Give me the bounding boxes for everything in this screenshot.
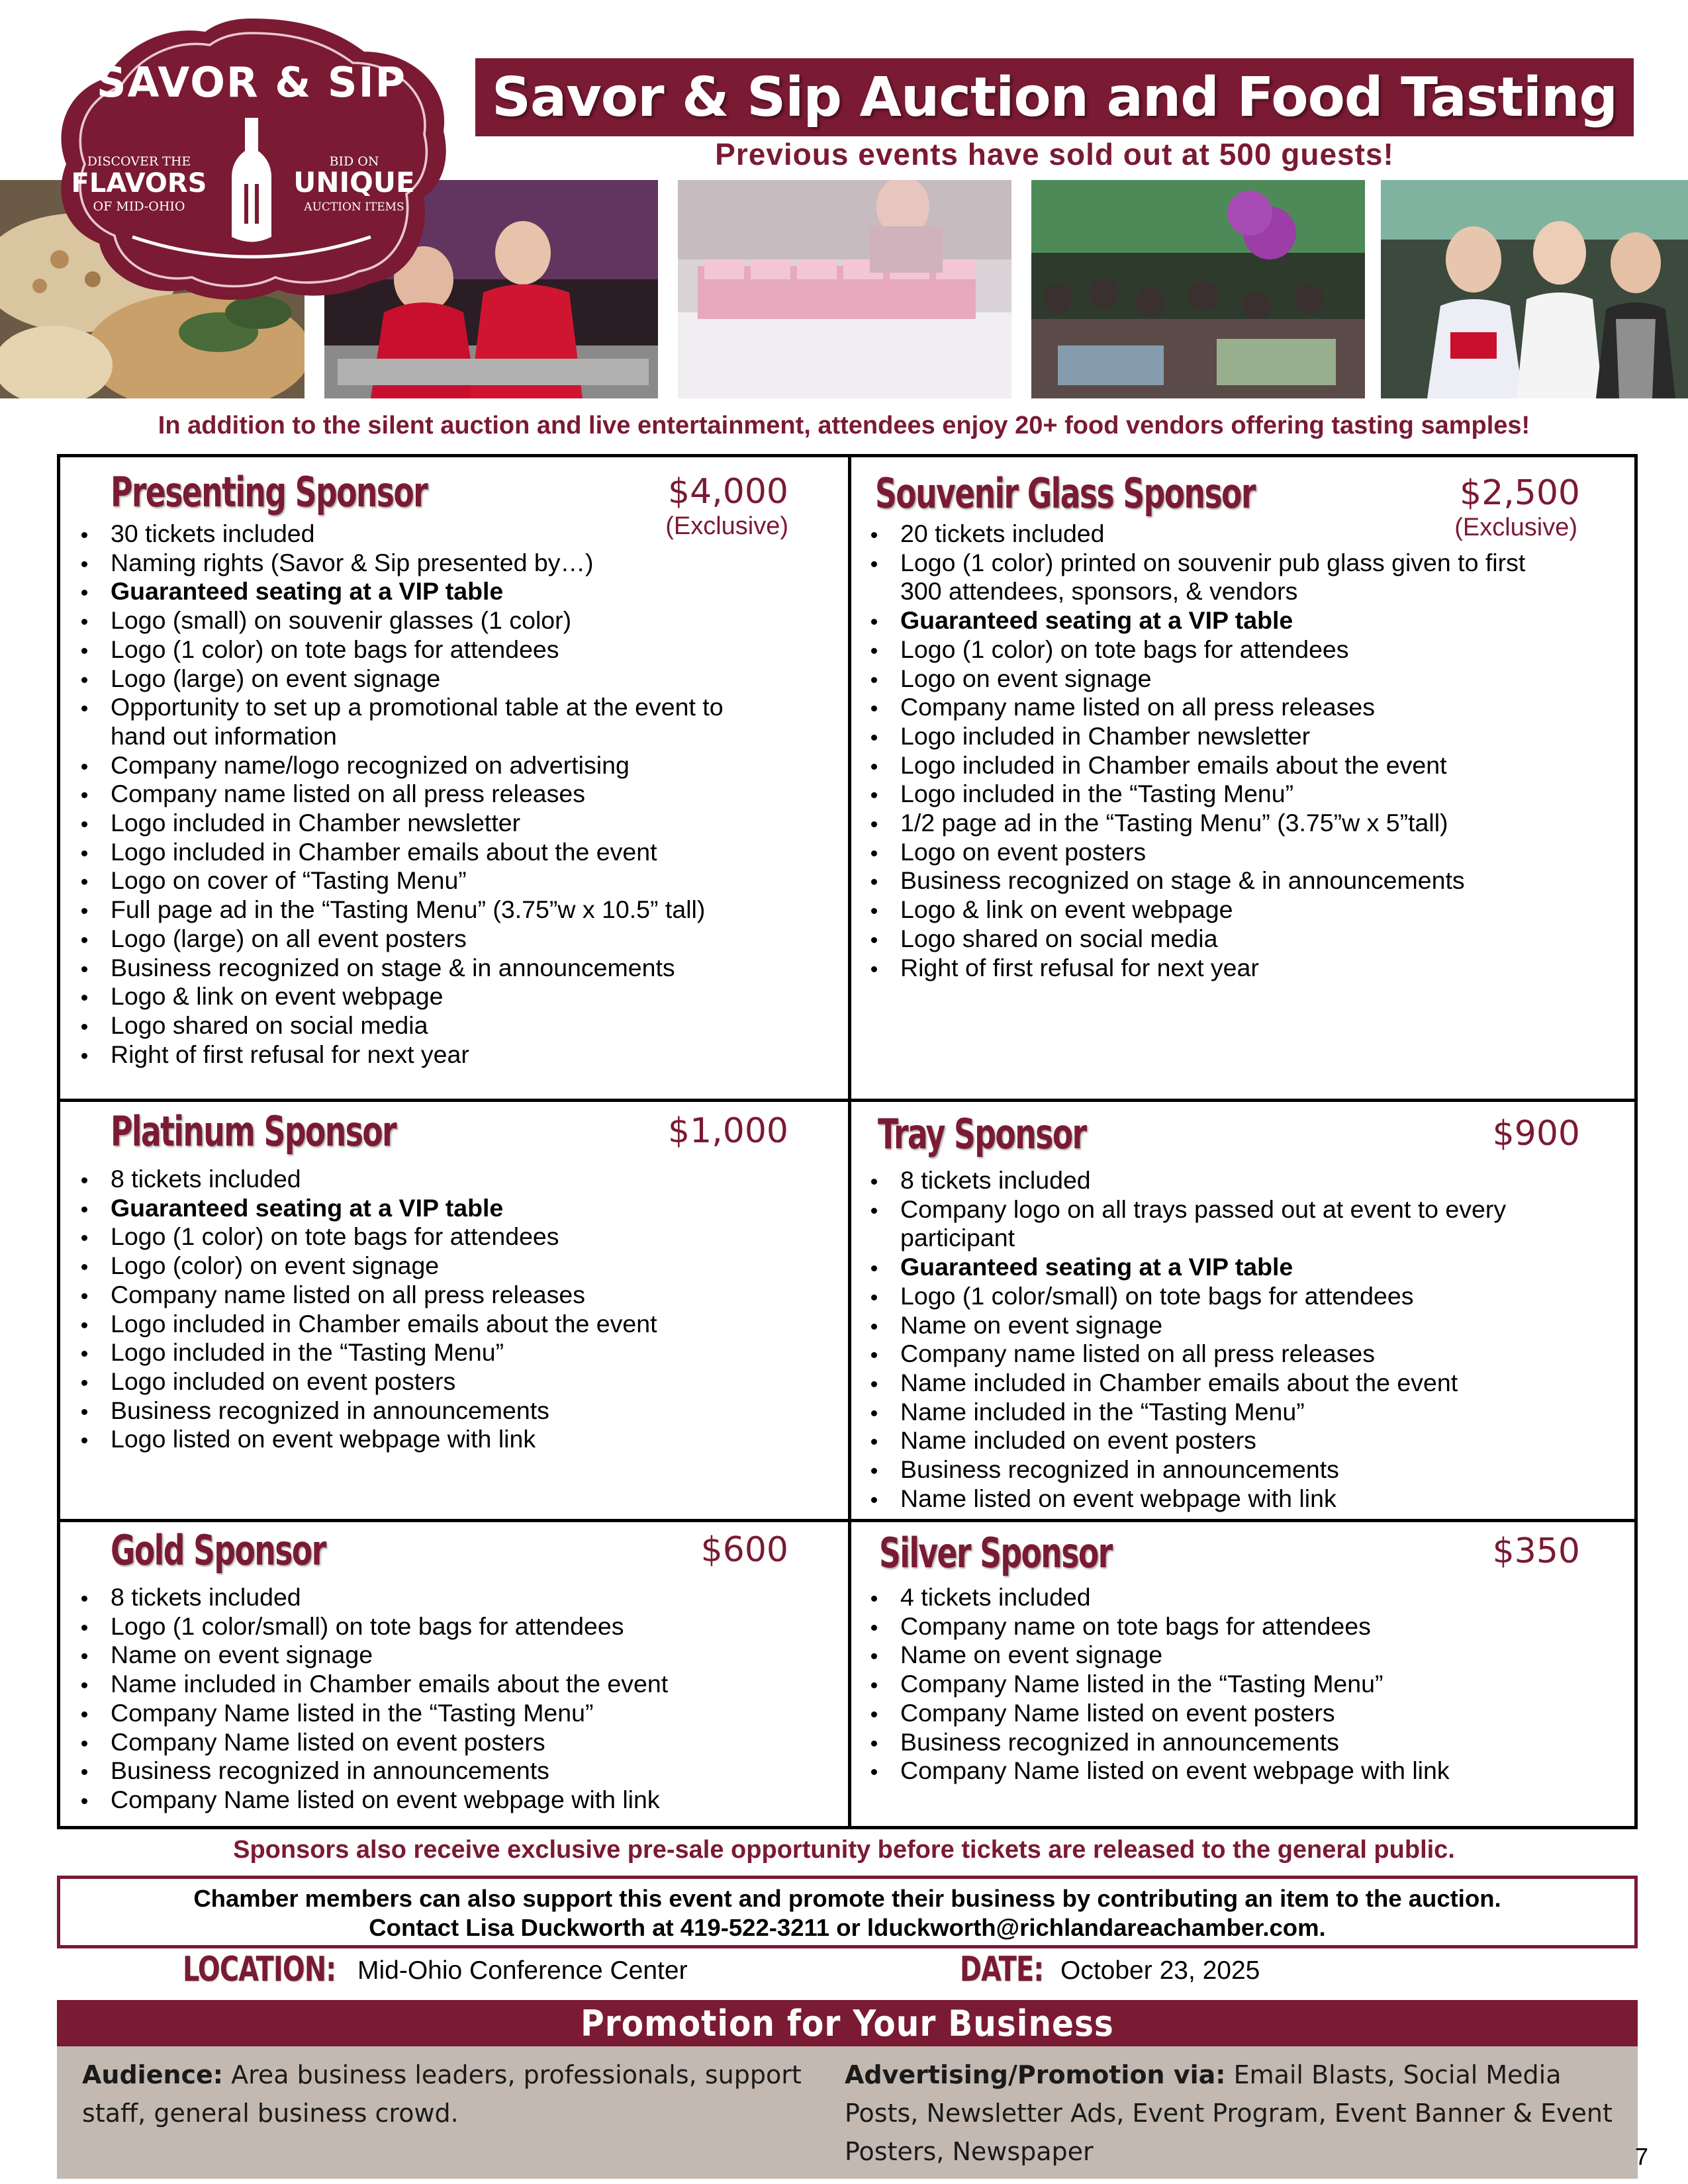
sponsor-name: Gold Sponsor	[111, 1526, 326, 1574]
contribute-line-1: Chamber members can also support this event and promote their business by contributing an item to the auction.	[193, 1885, 1501, 1912]
audience-text: Area business leaders, professionals, support staff, general business crowd.	[82, 2060, 802, 2128]
savor-sip-logo	[53, 19, 450, 303]
sponsor-name: Platinum Sponsor	[111, 1107, 396, 1156]
contribute-line-2: Contact Lisa Duckworth at 419-522-3211 or lduckworth@richlandareachamber.com.	[369, 1914, 1326, 1941]
benefit-item: Company Name listed in the “Tasting Menu”	[858, 1670, 1450, 1699]
benefit-item: Logo on event posters	[858, 838, 1525, 867]
benefit-item: Company name listed on all press releases	[68, 780, 724, 809]
sponsor-price: $900	[1492, 1114, 1580, 1154]
benefit-item: Logo (small) on souvenir glasses (1 color)	[68, 606, 724, 635]
benefit-item: Naming rights (Savor & Sip presented by…)	[68, 549, 724, 578]
benefit-item: Logo on cover of “Tasting Menu”	[68, 866, 724, 895]
benefit-item: 8 tickets included	[858, 1166, 1506, 1195]
benefit-item: Guaranteed seating at a VIP table	[858, 1253, 1506, 1282]
benefit-item: Logo included in the “Tasting Menu”	[68, 1338, 657, 1367]
benefit-item: Guaranteed seating at a VIP table	[68, 577, 724, 606]
benefit-item: Logo (color) on event signage	[68, 1251, 657, 1281]
souvenir-glass-sponsor-cell	[851, 457, 1634, 1099]
benefit-item: Name included in the “Tasting Menu”	[858, 1398, 1506, 1427]
benefit-item: Company Name listed on event posters	[858, 1699, 1450, 1728]
benefit-item: Name included in Chamber emails about the event	[858, 1369, 1506, 1398]
svg-text:AUCTION ITEMS: AUCTION ITEMS	[304, 201, 404, 214]
title-banner	[475, 58, 1634, 136]
audience-label: Audience:	[82, 2060, 224, 2089]
benefit-item: Right of first refusal for next year	[68, 1040, 724, 1069]
benefit-item: Company name listed on all press releases	[858, 693, 1525, 722]
tray-sponsor-cell	[851, 1102, 1634, 1519]
intro-text: In addition to the silent auction and live entertainment, attendees enjoy 20+ food vendors offering tasting samples!	[158, 412, 1530, 439]
sponsor-price: $1,000	[668, 1111, 788, 1151]
benefit-item: Opportunity to set up a promotional table at the event to	[68, 693, 724, 722]
benefit-item: 30 tickets included	[68, 520, 724, 549]
page-number: 7	[1635, 2143, 1649, 2170]
sponsor-name: Souvenir Glass Sponsor	[875, 469, 1255, 518]
benefit-item: Logo & link on event webpage	[858, 895, 1525, 925]
benefit-item: Logo included in Chamber emails about the event	[68, 838, 724, 867]
benefit-item: Logo included in Chamber newsletter	[858, 722, 1525, 751]
benefit-item: Logo included in Chamber emails about the event	[858, 751, 1525, 780]
contribute-box	[57, 1876, 1638, 1948]
benefit-item: 8 tickets included	[68, 1165, 657, 1194]
benefit-item: participant	[900, 1224, 1015, 1252]
benefit-item: hand out information	[111, 721, 337, 750]
sponsor-name: Presenting Sponsor	[111, 468, 428, 516]
sponsor-price: $4,000	[668, 472, 788, 512]
souvenir-benefits-list	[858, 520, 1525, 982]
presenting-benefits-list	[68, 520, 724, 1069]
sponsor-name: Tray Sponsor	[878, 1110, 1086, 1158]
benefit-item: Logo (1 color) on tote bags for attendees	[68, 635, 724, 664]
benefit-item: Company Name listed in the “Tasting Menu”	[68, 1699, 668, 1728]
benefit-item: 4 tickets included	[858, 1583, 1450, 1612]
benefit-item: Logo (1 color) on tote bags for attendees	[858, 635, 1525, 664]
svg-text:FLAVORS: FLAVORS	[71, 168, 207, 199]
benefit-item: Company Name listed on event webpage with link	[858, 1756, 1450, 1786]
location-label: LOCATION:	[183, 1950, 336, 1989]
sponsor-exclusive-note: (Exclusive)	[1454, 514, 1577, 541]
benefit-item: Logo (1 color) on tote bags for attendees	[68, 1222, 657, 1251]
benefit-item: Business recognized in announcements	[68, 1396, 657, 1426]
sponsor-price: $600	[700, 1530, 788, 1570]
benefit-item: 8 tickets included	[68, 1583, 668, 1612]
sponsor-price: $2,500	[1460, 473, 1580, 513]
svg-text:BID ON: BID ON	[329, 154, 379, 169]
benefit-item: Company Name listed on event posters	[68, 1728, 668, 1757]
page-subtitle: Previous events have sold out at 500 guests!	[715, 137, 1394, 171]
benefit-item: Company name on tote bags for attendees	[858, 1612, 1450, 1641]
benefit-item: Company Name listed on event webpage with link	[68, 1786, 668, 1815]
benefit-item: Logo (1 color) printed on souvenir pub glass given to first	[858, 549, 1525, 578]
guests-group-photo	[1381, 180, 1688, 398]
benefit-item: Name on event signage	[68, 1641, 668, 1670]
benefit-item: 300 attendees, sponsors, & vendors	[900, 577, 1298, 606]
benefit-item: Name on event signage	[858, 1311, 1506, 1340]
benefit-item: Name on event signage	[858, 1641, 1450, 1670]
benefit-item: Logo (1 color/small) on tote bags for attendees	[858, 1282, 1506, 1311]
benefit-item: Name included on event posters	[858, 1426, 1506, 1455]
benefit-item: Business recognized in announcements	[858, 1728, 1450, 1757]
location-value: Mid-Ohio Conference Center	[357, 1956, 688, 1985]
benefit-item: Logo (large) on all event posters	[68, 925, 724, 954]
platinum-benefits-list	[68, 1165, 657, 1454]
benefit-item: 1/2 page ad in the “Tasting Menu” (3.75”w x 5”tall)	[858, 809, 1525, 838]
svg-text:OF MID-OHIO: OF MID-OHIO	[93, 199, 185, 214]
benefit-item: Right of first refusal for next year	[858, 954, 1525, 983]
sponsor-grid	[57, 454, 1638, 1829]
benefit-item: Logo (1 color/small) on tote bags for attendees	[68, 1612, 668, 1641]
promotion-banner	[57, 2000, 1638, 2046]
benefit-item: Company name listed on all press releases	[858, 1340, 1506, 1369]
benefit-item: 20 tickets included	[858, 520, 1525, 549]
page-title: Savor & Sip Auction and Food Tasting	[491, 66, 1618, 129]
benefit-item: Business recognized on stage & in announcements	[858, 866, 1525, 895]
promotion-details	[57, 2046, 1638, 2179]
sponsor-exclusive-note: (Exclusive)	[665, 512, 788, 540]
dessert-table-photo	[678, 180, 1011, 398]
sponsor-price: $350	[1492, 1531, 1580, 1571]
gold-sponsor-cell	[60, 1522, 848, 1829]
audience-block	[82, 2056, 810, 2132]
benefit-item: Logo on event signage	[858, 664, 1525, 694]
advertising-text: Email Blasts, Social Media Posts, Newsletter Ads, Event Program, Event Banner & Event Posters, Newspaper	[845, 2060, 1613, 2166]
benefit-item: Company name listed on all press releases	[68, 1281, 657, 1310]
date-value: October 23, 2025	[1060, 1956, 1260, 1985]
benefit-item: Logo listed on event webpage with link	[68, 1425, 657, 1454]
promotion-title: Promotion for Your Business	[581, 2002, 1114, 2044]
benefit-item: Guaranteed seating at a VIP table	[68, 1194, 657, 1223]
platinum-sponsor-cell	[60, 1102, 848, 1519]
svg-text:SAVOR & SIP: SAVOR & SIP	[96, 58, 407, 107]
tray-benefits-list	[858, 1166, 1506, 1513]
benefit-item: Logo included in the “Tasting Menu”	[858, 780, 1525, 809]
date-label: DATE:	[960, 1950, 1044, 1989]
silver-benefits-list	[858, 1583, 1450, 1786]
presale-note: Sponsors also receive exclusive pre-sale opportunity before tickets are released to the general public.	[233, 1836, 1455, 1864]
benefit-item: Logo (large) on event signage	[68, 664, 724, 694]
svg-text:UNIQUE: UNIQUE	[293, 166, 415, 199]
benefit-item: Logo shared on social media	[68, 1011, 724, 1040]
benefit-item: Logo included in Chamber newsletter	[68, 809, 724, 838]
benefit-item: Company logo on all trays passed out at event to every	[858, 1195, 1506, 1224]
svg-text:DISCOVER THE: DISCOVER THE	[87, 154, 191, 169]
benefit-item: Guaranteed seating at a VIP table	[858, 606, 1525, 635]
advertising-block	[845, 2056, 1632, 2171]
benefit-item: Business recognized on stage & in announcements	[68, 954, 724, 983]
benefit-item: Full page ad in the “Tasting Menu” (3.75”w x 10.5” tall)	[68, 895, 724, 925]
benefit-item: Name included in Chamber emails about the event	[68, 1670, 668, 1699]
benefit-item: Company name/logo recognized on advertising	[68, 751, 724, 780]
silver-sponsor-cell	[851, 1522, 1634, 1829]
benefit-item: Logo included on event posters	[68, 1367, 657, 1396]
advertising-label: Advertising/Promotion via:	[845, 2060, 1226, 2089]
benefit-item: Logo included in Chamber emails about the event	[68, 1310, 657, 1339]
gold-benefits-list	[68, 1583, 668, 1815]
presenting-sponsor-cell	[60, 457, 848, 1099]
benefit-item: Logo & link on event webpage	[68, 982, 724, 1011]
benefit-item: Business recognized in announcements	[858, 1455, 1506, 1484]
benefit-item: Business recognized in announcements	[68, 1756, 668, 1786]
ballroom-crowd-photo	[1031, 180, 1365, 398]
benefit-item: Logo shared on social media	[858, 925, 1525, 954]
sponsor-name: Silver Sponsor	[879, 1529, 1112, 1577]
benefit-item: Name listed on event webpage with link	[858, 1484, 1506, 1514]
